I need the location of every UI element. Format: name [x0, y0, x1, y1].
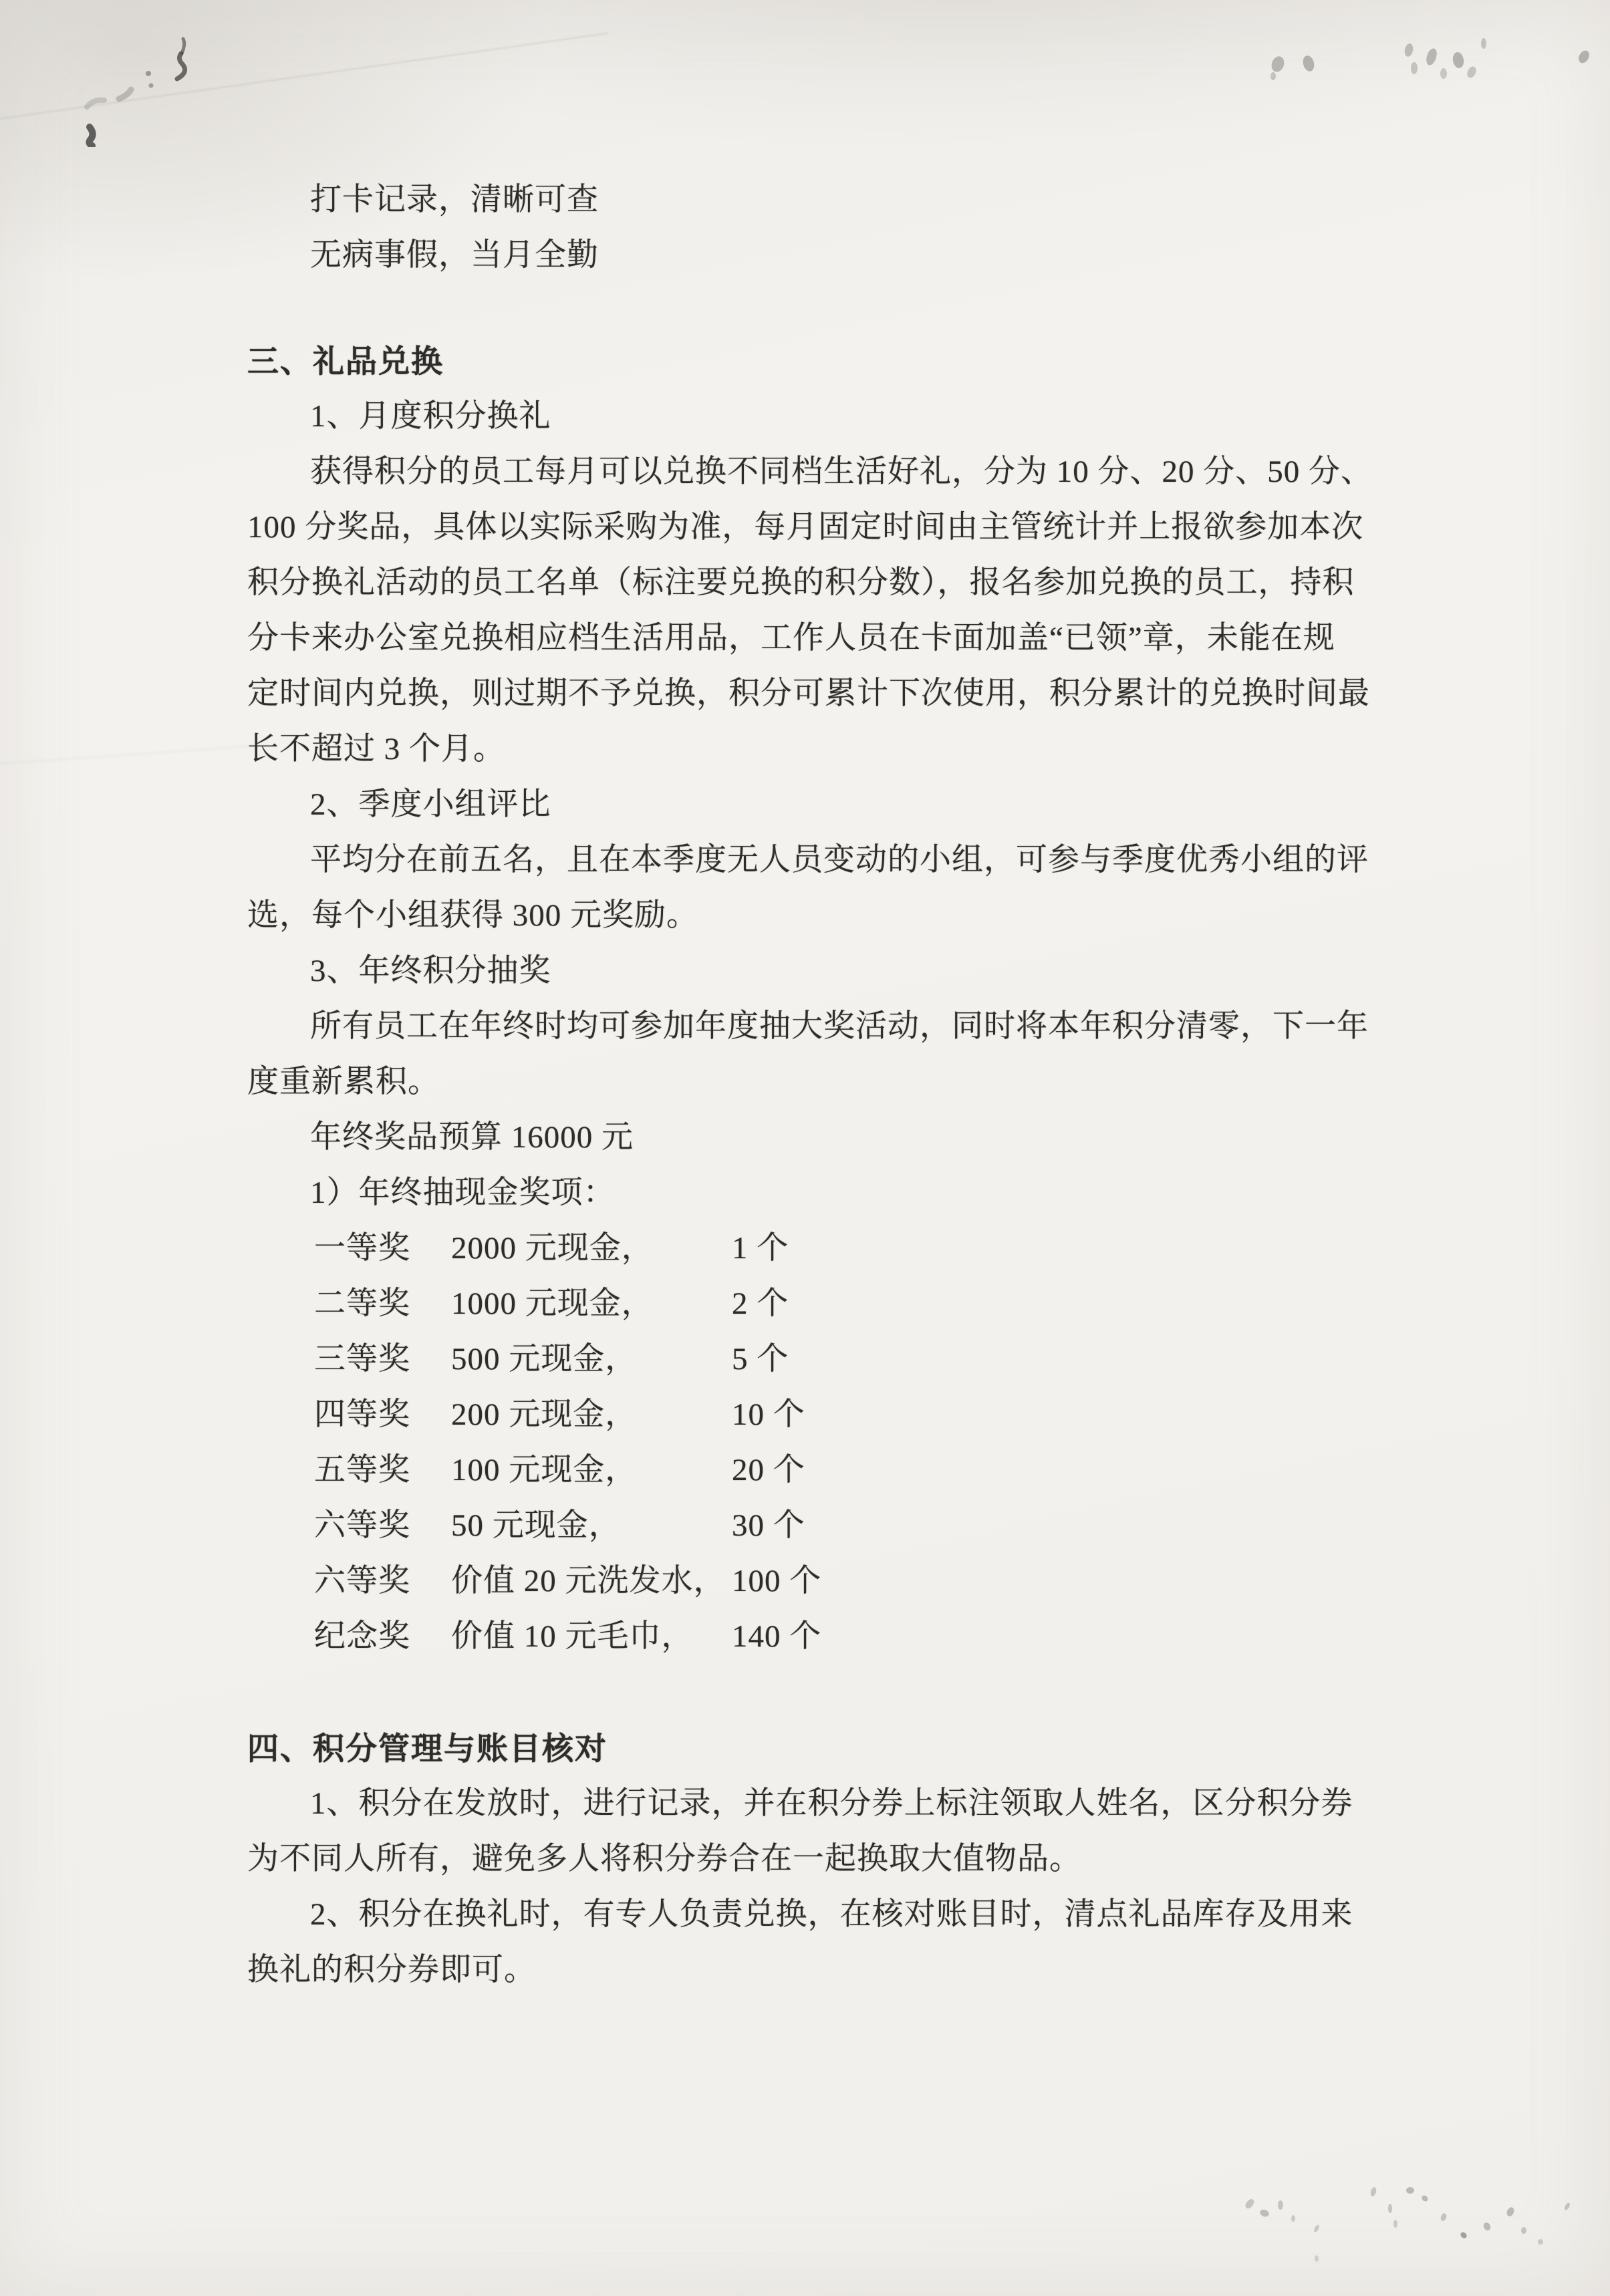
prize-description: 100 元现金， — [451, 1453, 638, 1487]
prize-rank: 五等奖 — [314, 1453, 410, 1487]
prize-description: 50 元现金， — [451, 1508, 621, 1543]
prize-count: 5 个 — [732, 1342, 789, 1377]
section-heading-gift-exchange: 三、礼品兑换 — [247, 343, 444, 379]
prize-row — [314, 1276, 1400, 1332]
prize-list-title: 1）年终抽现金奖项： — [310, 1175, 616, 1210]
paragraph-line: 平均分在前五名，且在本季度无人员变动的小组，可参与季度优秀小组的评 — [310, 843, 1369, 877]
prize-rank: 二等奖 — [314, 1286, 410, 1321]
prize-row — [314, 1498, 1400, 1554]
paragraph-line: 定时间内兑换，则过期不予兑换，积分可累计下次使用，积分累计的兑换时间最 — [247, 676, 1370, 711]
paragraph-line: 长不超过 3 个月。 — [247, 732, 505, 766]
paragraph-line: 积分换礼活动的员工名单（标注要兑换的积分数），报名参加兑换的员工，持积 — [247, 565, 1355, 600]
document-content — [247, 172, 1400, 1998]
prize-count: 30 个 — [732, 1508, 805, 1543]
speckle-marks-bottom-right — [1150, 2172, 1591, 2292]
subsection-title-monthly-exchange: 1、月度积分换礼 — [310, 399, 551, 434]
prize-row — [314, 1221, 1400, 1276]
prize-count: 140 个 — [732, 1619, 822, 1654]
prize-count: 1 个 — [732, 1231, 789, 1266]
prize-row — [314, 1332, 1400, 1387]
paragraph-line: 100 分奖品，具体以实际采购为准，每月固定时间由主管统计并上报欲参加本次 — [247, 510, 1364, 545]
prize-description: 500 元现金， — [451, 1342, 638, 1377]
paragraph-line: 选，每个小组获得 300 元奖励。 — [247, 898, 698, 933]
prize-count: 20 个 — [732, 1453, 805, 1487]
prize-description: 1000 元现金， — [451, 1286, 654, 1321]
section-heading-points-management: 四、积分管理与账目核对 — [247, 1731, 608, 1766]
prize-description: 2000 元现金， — [451, 1231, 654, 1266]
prize-count: 10 个 — [732, 1397, 805, 1432]
prize-description: 价值 10 元毛巾， — [451, 1619, 694, 1654]
prize-row — [314, 1609, 1400, 1665]
subsection-title-quarterly-review: 2、季度小组评比 — [310, 787, 551, 822]
prize-rank: 三等奖 — [314, 1342, 410, 1377]
pencil-scribble-mark — [67, 27, 241, 147]
paragraph-line: 分卡来办公室兑换相应档生活用品，工作人员在卡面加盖“已领”章，未能在规 — [247, 621, 1335, 656]
paragraph-line: 1、积分在发放时，进行记录，并在积分券上标注领取人姓名，区分积分券 — [310, 1786, 1353, 1821]
paragraph-line: 度重新累积。 — [247, 1064, 440, 1099]
prize-row — [314, 1554, 1400, 1609]
intro-line: 无病事假，当月全勤 — [310, 238, 599, 273]
prize-table — [314, 1221, 1400, 1665]
paragraph-line: 为不同人所有，避免多人将积分券合在一起换取大值物品。 — [247, 1842, 1081, 1876]
intro-line: 打卡记录，清晰可查 — [310, 182, 599, 217]
paragraph-line: 所有员工在年终时均可参加年度抽大奖活动，同时将本年积分清零，下一年 — [310, 1009, 1369, 1044]
prize-rank: 六等奖 — [314, 1564, 410, 1598]
paragraph-line: 获得积分的员工每月可以兑换不同档生活好礼，分为 10 分、20 分、50 分、 — [310, 454, 1373, 489]
prize-rank: 四等奖 — [314, 1397, 410, 1432]
prize-rank: 一等奖 — [314, 1231, 410, 1266]
paper-crease-line — [0, 745, 254, 766]
budget-line: 年终奖品预算 16000 元 — [310, 1120, 634, 1155]
prize-rank: 纪念奖 — [314, 1619, 410, 1654]
subsection-title-yearend-lottery: 3、年终积分抽奖 — [310, 954, 551, 988]
smudge-marks-top-right — [1236, 20, 1610, 107]
prize-row — [314, 1443, 1400, 1498]
paragraph-line: 2、积分在换礼时，有专人负责兑换，在核对账目时，清点礼品库存及用来 — [310, 1897, 1353, 1932]
prize-description: 价值 20 元洗发水， — [451, 1564, 726, 1598]
paragraph-line: 换礼的积分券即可。 — [247, 1953, 536, 1987]
prize-description: 200 元现金， — [451, 1397, 638, 1432]
prize-count: 100 个 — [732, 1564, 822, 1598]
prize-rank: 六等奖 — [314, 1508, 410, 1543]
prize-row — [314, 1387, 1400, 1443]
prize-count: 2 个 — [732, 1286, 789, 1321]
